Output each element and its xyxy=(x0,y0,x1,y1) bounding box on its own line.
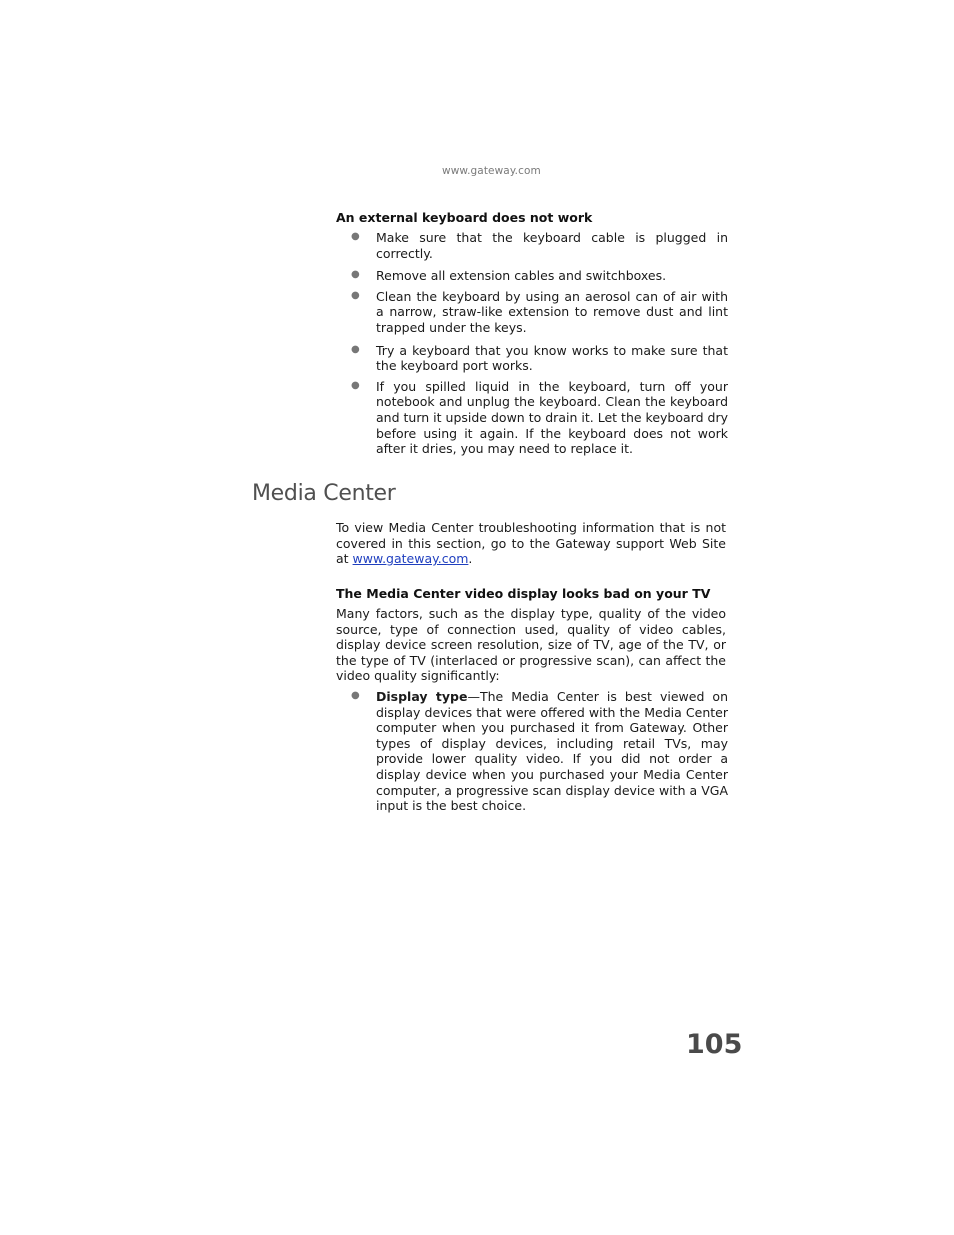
bullet-bold-term: Display type xyxy=(376,689,468,704)
video-quality-text: Many factors, such as the display type, quality of the video source, type of connection used, quality of video cables, display device screen resolution, size of TV, age of the TV, or the type of TV (interlaced or progressive scan), can affect the video quality significantly: xyxy=(336,606,726,684)
intro-end: . xyxy=(468,551,473,567)
video-heading: The Media Center video display looks bad on your TV xyxy=(336,586,711,601)
display-type-list xyxy=(336,689,728,814)
bullet-icon: ● xyxy=(351,231,360,242)
bullet-icon: ● xyxy=(351,269,360,281)
keyboard-heading: An external keyboard does not work xyxy=(336,210,593,225)
bullet-text: Remove all extension cables and switchboxes. xyxy=(376,268,667,284)
gateway-link[interactable]: www.gateway.com xyxy=(352,551,469,567)
bullet-text: Try a keyboard that you know works to make sure that the keyboard port works. xyxy=(376,342,728,374)
bullet-text: If you spilled liquid in the keyboard, turn off your notebook and unplug the keyboard. Clean the keyboard and turn it upside down to drain it. Let the keyboard dry before using it again. If the keyboard does not work after it dries, you may need to replace it. xyxy=(376,378,728,457)
list-item xyxy=(336,289,728,336)
list-item xyxy=(336,379,728,457)
header-url: www.gateway.com xyxy=(442,165,541,177)
bullet-text: Clean the keyboard by using an aerosol can of air with a narrow, straw-like extension to remove dust and lint trapped under the keys. xyxy=(376,288,728,335)
bullet-icon: ● xyxy=(351,343,360,355)
list-item xyxy=(336,343,728,374)
bullet-text: Make sure that the keyboard cable is plugged in correctly. xyxy=(376,230,728,261)
keyboard-bullet-list xyxy=(336,230,728,457)
media-center-intro xyxy=(336,520,726,567)
page-number: 105 xyxy=(686,1029,743,1060)
section-title: Media Center xyxy=(252,481,396,506)
list-item xyxy=(336,230,728,261)
bullet-text: —The Media Center is best viewed on display devices that were offered with the Media Center computer when you purchased it from Gateway. Other types of display devices, including retail TVs, may provide lower quality video. If you did not order a display device when you purchased your Media Center computer, a progressive scan display device with a VGA input is the best choice. xyxy=(376,689,728,814)
intro-text: To view Media Center troubleshooting information that is not covered in this section, go to the Gateway support Web Site at xyxy=(336,520,726,567)
bullet-icon: ● xyxy=(351,690,360,701)
bullet-icon: ● xyxy=(351,289,360,301)
list-item xyxy=(336,689,728,814)
list-item xyxy=(336,268,728,284)
bullet-icon: ● xyxy=(351,379,360,391)
